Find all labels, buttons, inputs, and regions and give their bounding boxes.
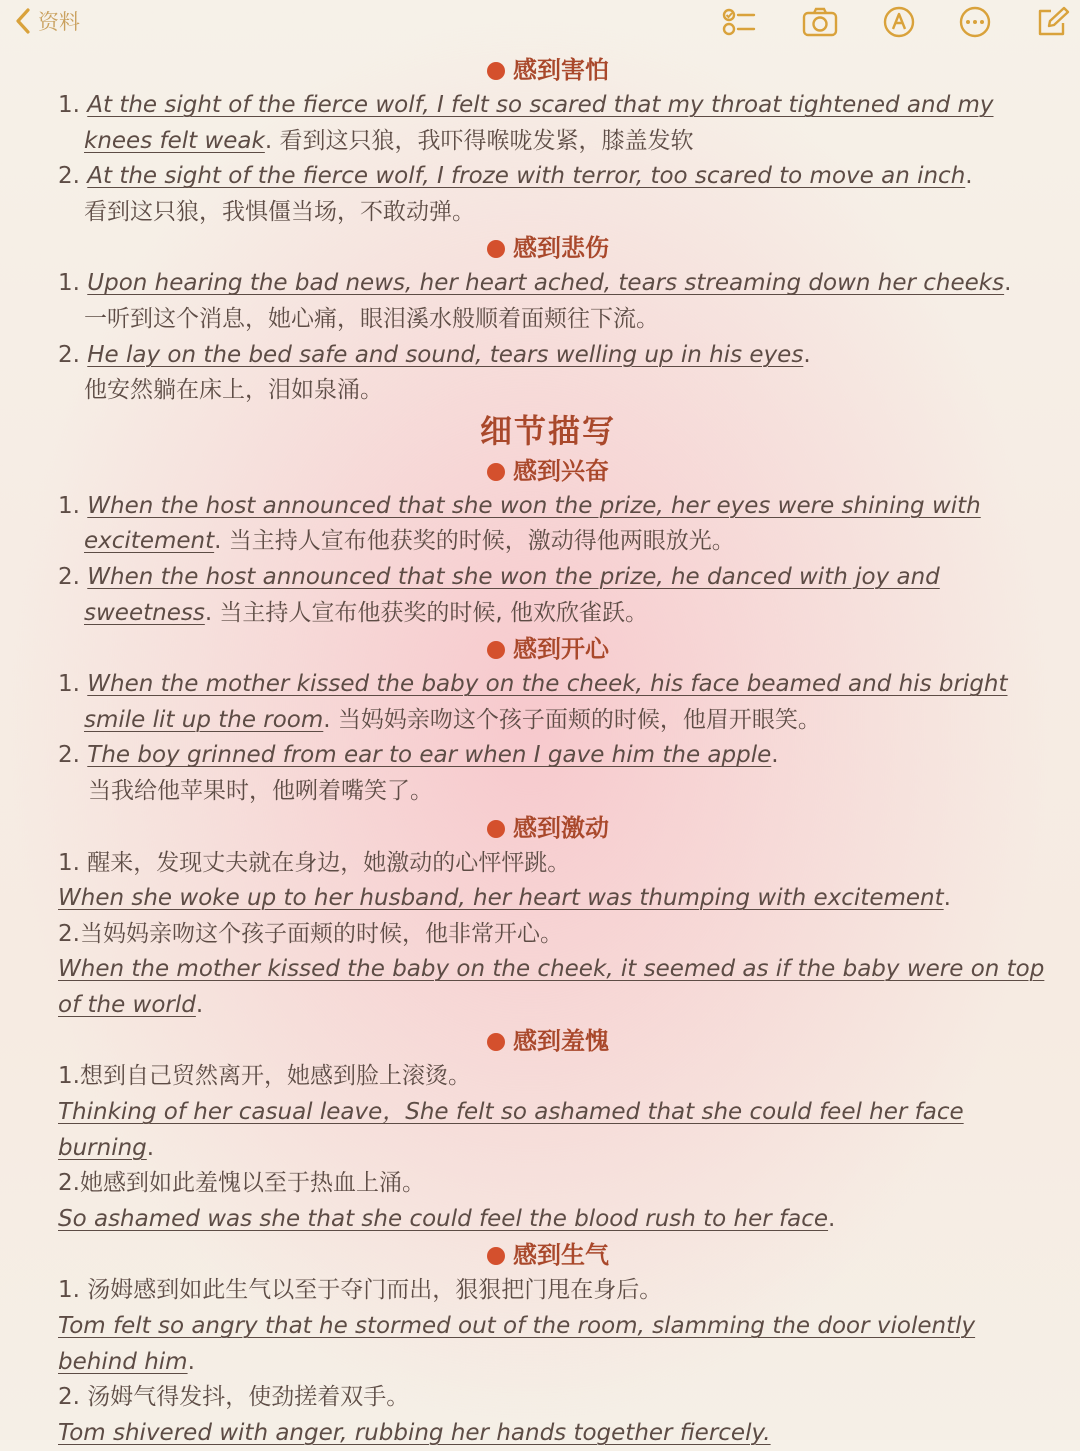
text-line: 1. 醒来，发现丈夫就在身边，她激动的心怦怦跳。 — [58, 849, 571, 876]
text-line: 2. 汤姆气得发抖，使劲搓着双手。 — [58, 1384, 410, 1411]
text-line: When she woke up to her husband, her heart was thumping with excitement. — [58, 885, 951, 912]
bullet-dot — [487, 62, 505, 80]
text-line: 他安然躺在床上，泪如泉涌。 — [84, 377, 383, 404]
heading-angry: 感到生气 — [58, 1237, 1038, 1273]
text-line: smile lit up the room. 当妈妈亲吻这个孩子面颊的时候，他眉开眼笑。 — [84, 706, 821, 733]
text-line: 1.想到自己贸然离开，她感到脸上滚烫。 — [58, 1063, 471, 1090]
heading-excited: 感到兴奋 — [58, 453, 1038, 489]
text-line: 1. At the sight of the fierce wolf, I felt so scared that my throat tightened and my — [58, 92, 994, 118]
text-line: 2.当妈妈亲吻这个孩子面颊的时候，他非常开心。 — [58, 920, 563, 947]
text-line: Tom felt so angry that he stormed out of the room, slamming the door violently — [58, 1313, 976, 1340]
more-button[interactable] — [955, 4, 995, 40]
text-line: Thinking of her casual leave，She felt so ashamed that she could feel her face — [58, 1099, 964, 1126]
bullet-dot — [487, 240, 505, 258]
heading-moved: 感到激动 — [58, 810, 1038, 846]
heading-happy: 感到开心 — [58, 631, 1038, 667]
back-button[interactable] — [14, 6, 80, 36]
text-line: When the mother kissed the baby on the cheek, it seemed as if the baby were on top — [58, 956, 1045, 983]
heading-scared: 感到害怕 — [58, 52, 1038, 88]
text-line: knees felt weak. 看到这只狼，我吓得喉咙发紧，膝盖发软 — [84, 127, 694, 154]
chevron-left-icon — [14, 7, 32, 35]
text-line: 看到这只狼，我惧僵当场，不敢动弹。 — [84, 198, 475, 225]
text-line: 2. The boy grinned from ear to ear when I gave him the apple. — [58, 742, 779, 769]
more-icon — [957, 6, 993, 38]
text-line: 2.她感到如此羞愧以至于热血上涌。 — [58, 1170, 425, 1197]
camera-button[interactable] — [800, 4, 840, 40]
back-label: 资料 — [38, 10, 80, 34]
text-line: 1. When the mother kissed the baby on the cheek, his face beamed and his bright — [58, 671, 1008, 698]
text-line: 2. At the sight of the fierce wolf, I froze with terror, too scared to move an inch. — [58, 163, 973, 190]
heading-sad: 感到悲伤 — [58, 230, 1038, 266]
text-line: behind him. — [58, 1348, 195, 1375]
markup-icon — [881, 6, 917, 38]
compose-icon — [1035, 6, 1071, 38]
text-line: 1. Upon hearing the bad news, her heart ached, tears streaming down her cheeks. — [58, 270, 1012, 297]
bullet-dot — [487, 820, 505, 838]
note-body[interactable] — [58, 52, 1045, 1451]
text-line: 1. When the host announced that she won the prize, her eyes were shining with — [58, 492, 981, 519]
text-line: 2. He lay on the bed safe and sound, tears welling up in his eyes. — [58, 341, 811, 368]
bullet-dot — [487, 463, 505, 481]
section-title: 细节描写 — [479, 411, 616, 450]
compose-button[interactable] — [1033, 4, 1073, 40]
checklist-button[interactable] — [718, 4, 758, 40]
text-line: So ashamed was she that she could feel the blood rush to her face. — [58, 1205, 836, 1232]
checklist-icon — [720, 6, 756, 38]
text-line: 1. 汤姆感到如此生气以至于夺门而出，狠狠把门甩在身后。 — [58, 1277, 663, 1304]
bullet-dot — [487, 641, 505, 659]
heading-ashamed: 感到羞愧 — [58, 1023, 1038, 1059]
markup-button[interactable] — [879, 4, 919, 40]
text-line: burning. — [58, 1134, 155, 1161]
text-line: 2. When the host announced that she won the prize, he danced with joy and — [58, 563, 940, 590]
text-line: 当我给他苹果时，他咧着嘴笑了。 — [88, 777, 433, 804]
text-line: of the world. — [58, 991, 204, 1018]
bullet-dot — [487, 1033, 505, 1051]
text-line: sweetness. 当主持人宣布他获奖的时候, 他欢欣雀跃。 — [84, 599, 649, 626]
camera-icon — [802, 6, 838, 38]
bullet-dot — [487, 1247, 505, 1265]
toolbar — [0, 0, 1080, 48]
text-line: 一听到这个消息，她心痛，眼泪溪水般顺着面颊往下流。 — [84, 305, 659, 332]
text-line: Tom shivered with anger, rubbing her hands together fiercely. — [58, 1419, 771, 1446]
text-line: excitement. 当主持人宣布他获奖的时候，激动得他两眼放光。 — [84, 528, 735, 555]
